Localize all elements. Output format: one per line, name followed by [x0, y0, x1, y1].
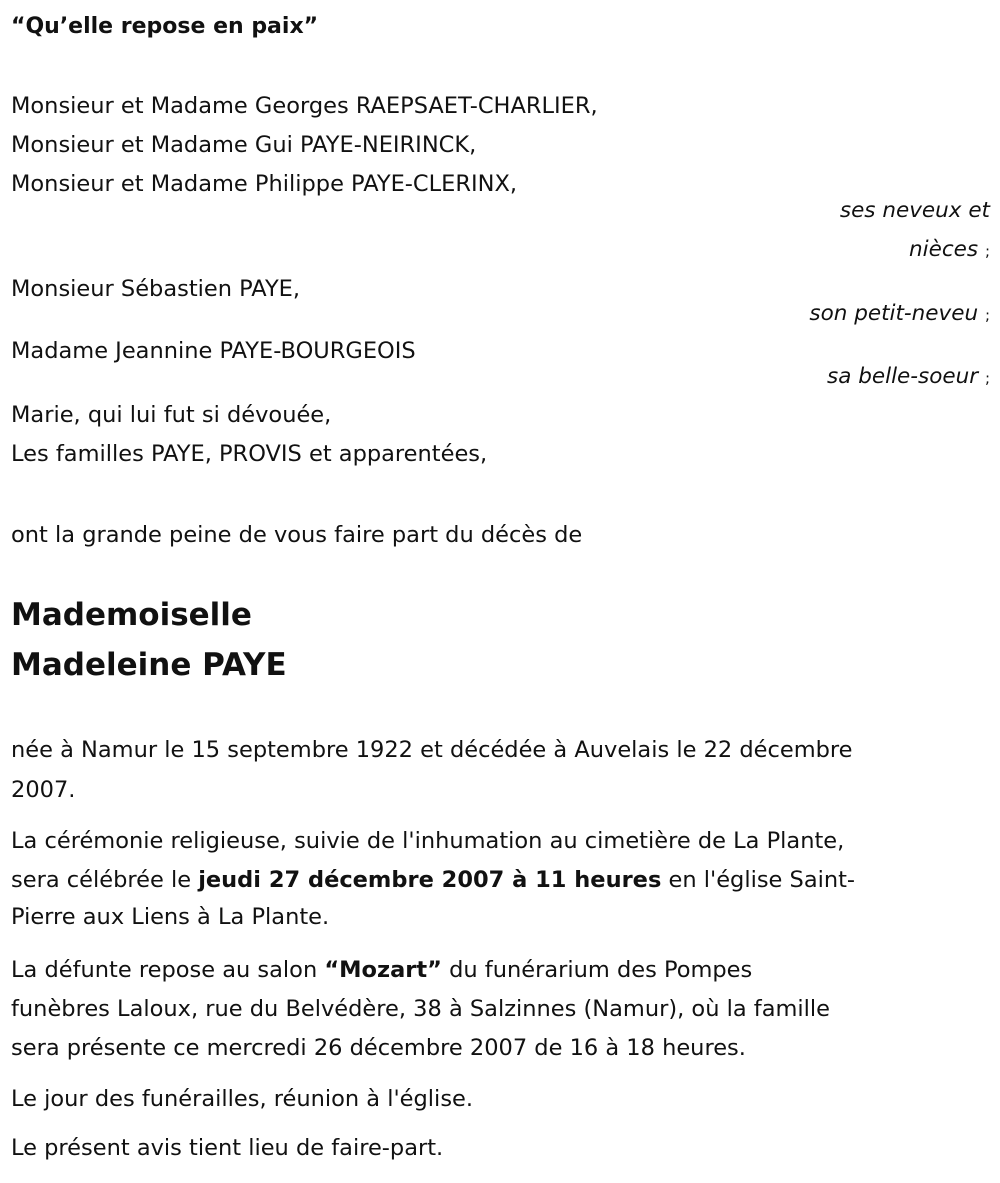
family-line: Monsieur et Madame Philippe PAYE-CLERINX, — [11, 171, 518, 197]
viewing-line: La défunte repose au salon “Mozart” du funérarium des Pompes — [11, 957, 753, 983]
epigraph: “Qu’elle repose en paix” — [11, 14, 319, 39]
family-line: Marie, qui lui fut si dévouée, — [11, 402, 332, 428]
family-line: Les familles PAYE, PROVIS et apparentées, — [11, 441, 488, 467]
announcement: ont la grande peine de vous faire part du décès de — [11, 522, 583, 548]
family-line: Monsieur et Madame Georges RAEPSAET-CHARLIER, — [11, 93, 598, 119]
family-line: Madame Jeannine PAYE-BOURGEOIS — [11, 338, 416, 364]
relation-label: son petit-neveu ; — [809, 301, 990, 326]
relation-label: nièces ; — [909, 237, 990, 262]
birth-death-line: 2007. — [11, 777, 76, 803]
birth-death-line: née à Namur le 15 septembre 1922 et décédée à Auvelais le 22 décembre — [11, 737, 853, 763]
ceremony-line: La cérémonie religieuse, suivie de l'inhumation au cimetière de La Plante, — [11, 828, 845, 854]
family-line: Monsieur Sébastien PAYE, — [11, 276, 301, 302]
ceremony-date: jeudi 27 décembre 2007 à 11 heures — [198, 867, 662, 893]
funeral-meeting: Le jour des funérailles, réunion à l'église. — [11, 1086, 474, 1112]
family-line: Monsieur et Madame Gui PAYE-NEIRINCK, — [11, 132, 477, 158]
viewing-line: sera présente ce mercredi 26 décembre 2007 de 16 à 18 heures. — [11, 1035, 746, 1061]
ceremony-line: sera célébrée le jeudi 27 décembre 2007 à 11 heures en l'église Saint- — [11, 867, 856, 893]
ceremony-line: Pierre aux Liens à La Plante. — [11, 904, 330, 930]
notice: Le présent avis tient lieu de faire-part. — [11, 1135, 444, 1161]
salon-name: “Mozart” — [324, 957, 442, 983]
relation-label: ses neveux et — [839, 198, 990, 223]
viewing-line: funèbres Laloux, rue du Belvédère, 38 à Salzinnes (Namur), où la famille — [11, 996, 831, 1022]
relation-label: sa belle-soeur ; — [827, 364, 990, 389]
deceased-name: Madeleine PAYE — [11, 647, 287, 683]
deceased-title: Mademoiselle — [11, 597, 252, 633]
